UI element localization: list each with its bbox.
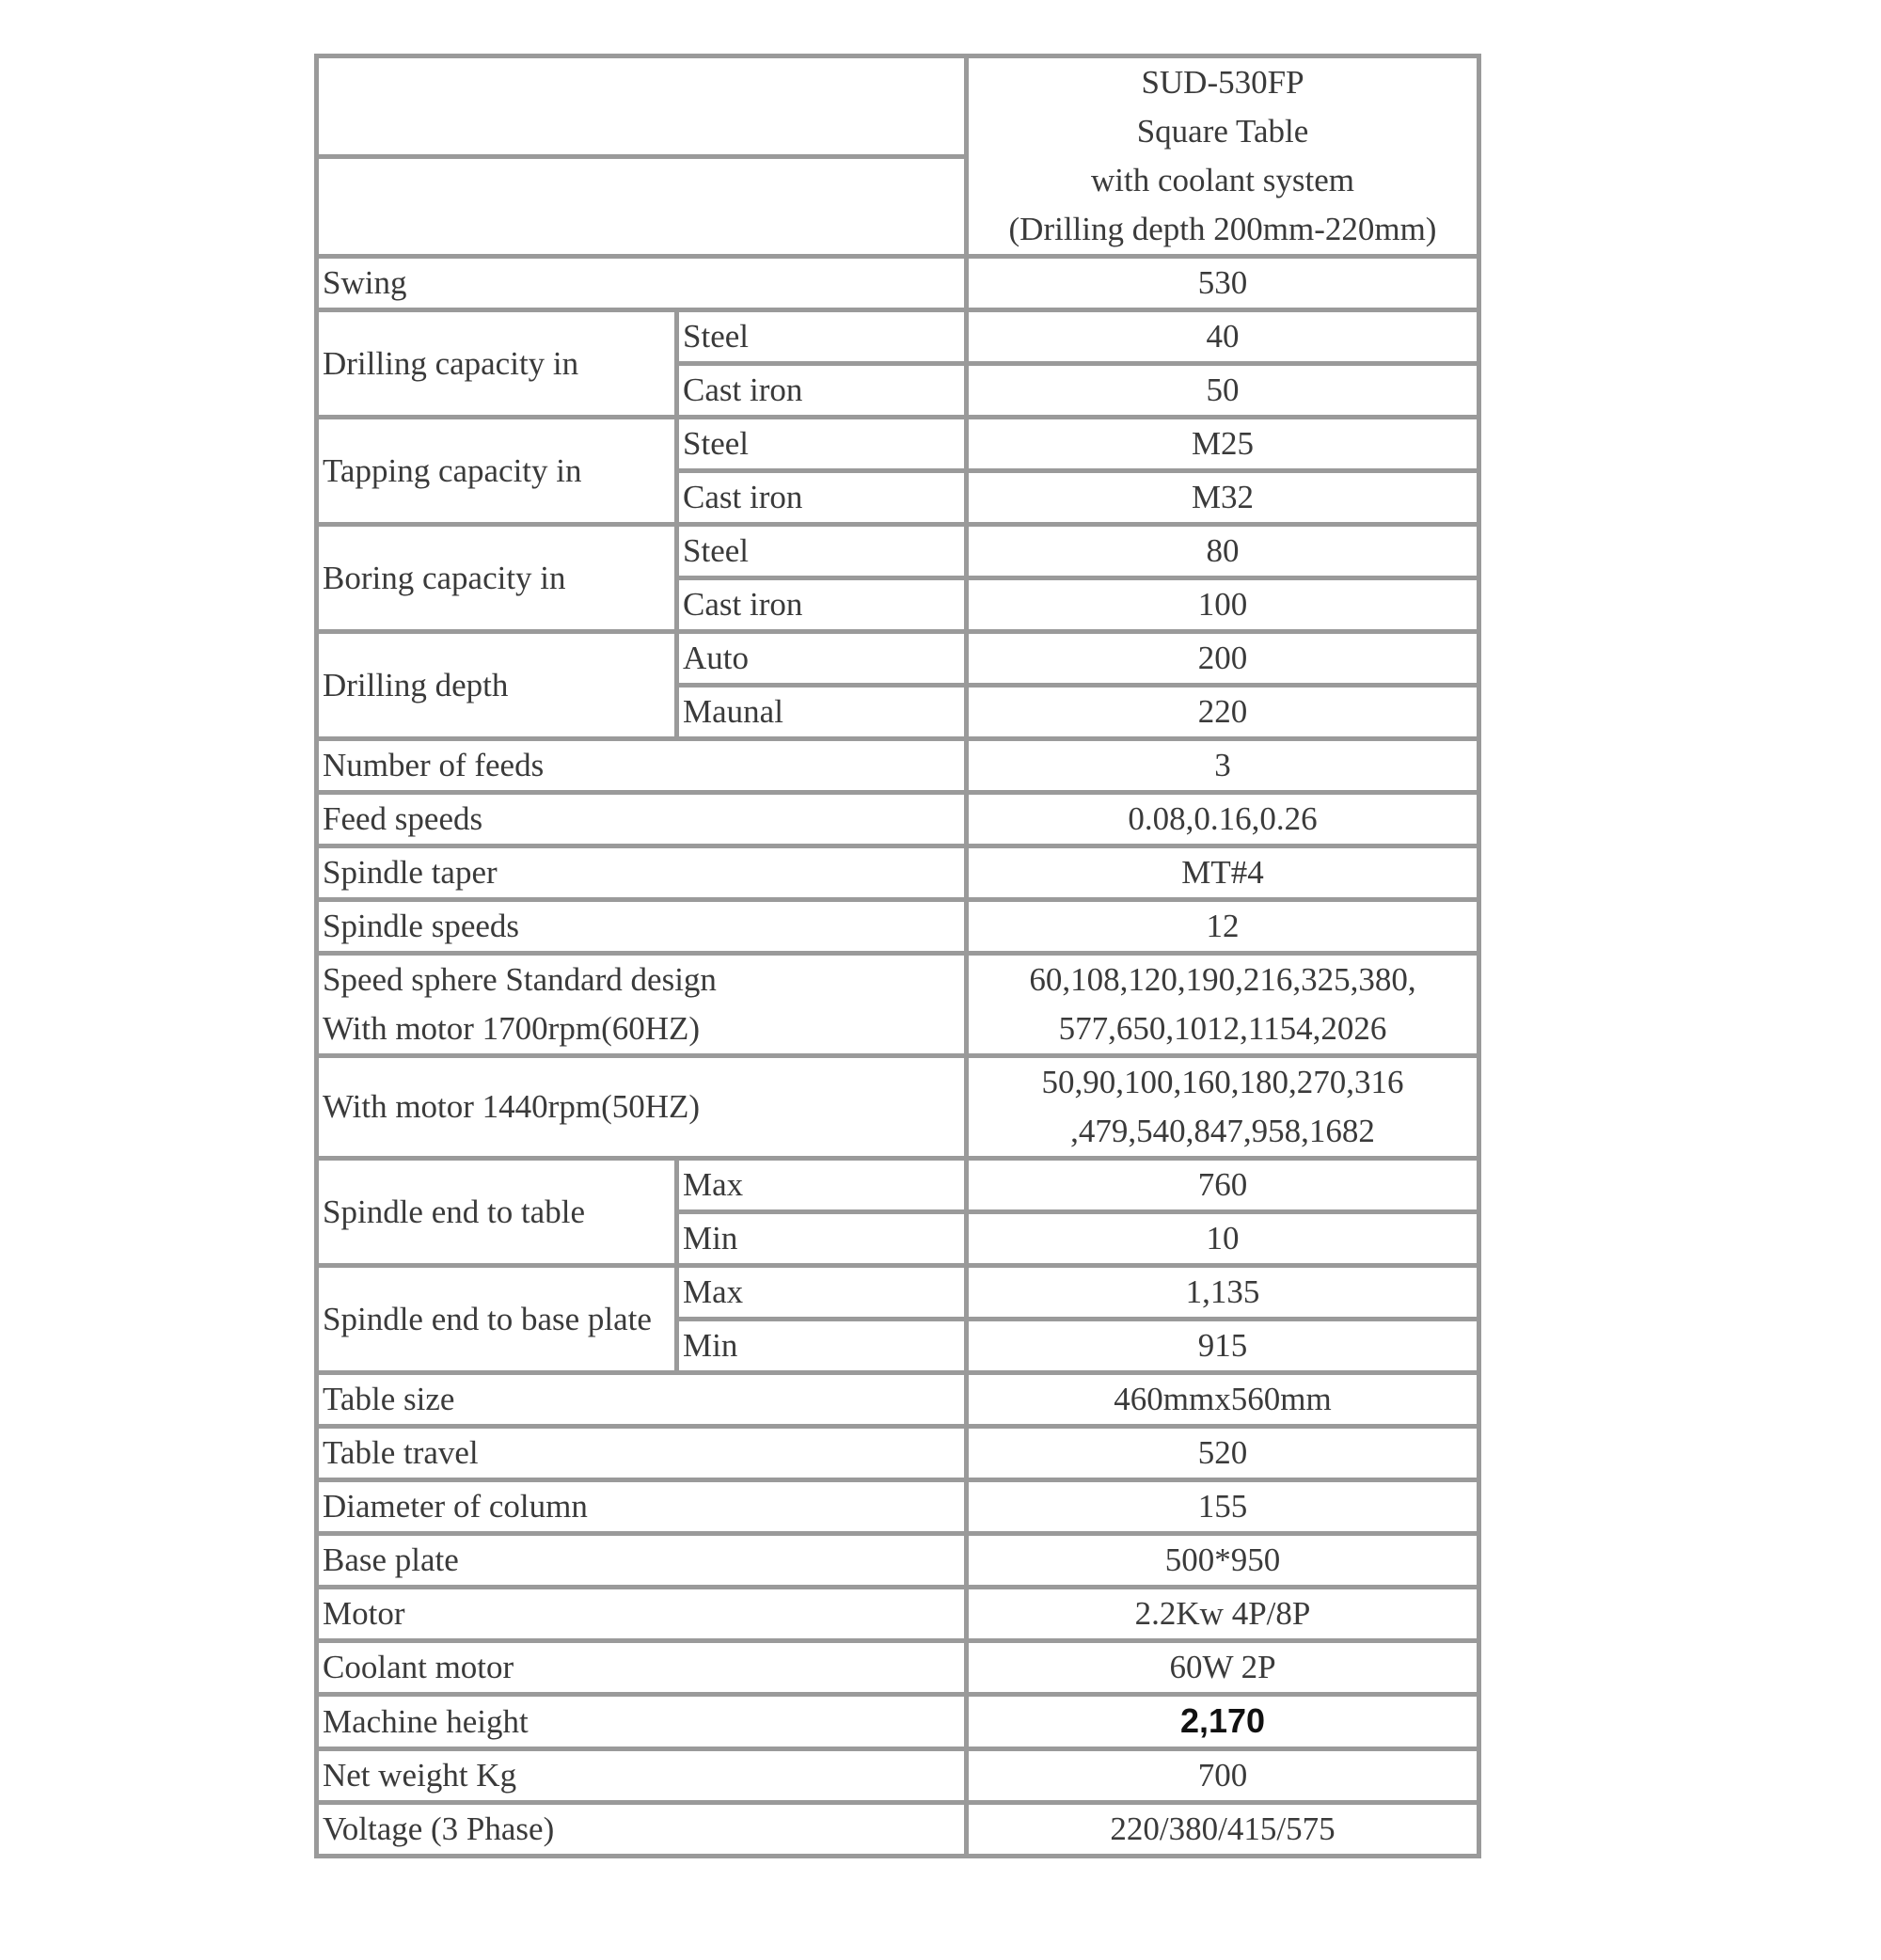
motor-label: Motor (317, 1588, 967, 1641)
net-weight-label: Net weight Kg (317, 1749, 967, 1803)
spindle-speeds-value: 12 (967, 900, 1479, 954)
motor-value: 2.2Kw 4P/8P (967, 1588, 1479, 1641)
boring-steel-label: Steel (677, 525, 967, 578)
speed-50hz-value-line2: ,479,540,847,958,1682 (1070, 1113, 1375, 1149)
speed-60hz-label-line1: Speed sphere Standard design (323, 961, 717, 998)
table-row (317, 954, 1479, 1056)
spindle-to-base-min-label: Min (677, 1320, 967, 1373)
drilling-steel-value: 40 (967, 310, 1479, 364)
spindle-to-table-max-label: Max (677, 1159, 967, 1212)
speed-60hz-value (967, 954, 1479, 1056)
table-row (317, 525, 1479, 578)
spindle-speeds-label: Spindle speeds (317, 900, 967, 954)
swing-value: 530 (967, 257, 1479, 310)
spindle-to-table-min-value: 10 (967, 1212, 1479, 1266)
number-of-feeds-value: 3 (967, 739, 1479, 793)
drilling-depth-manual-label: Maunal (677, 686, 967, 739)
spec-sheet (314, 54, 1477, 1858)
spindle-to-table-min-label: Min (677, 1212, 967, 1266)
number-of-feeds-label: Number of feeds (317, 739, 967, 793)
base-plate-label: Base plate (317, 1534, 967, 1588)
model-name: SUD-530FP (1141, 64, 1304, 101)
table-row (317, 1588, 1479, 1641)
machine-height-number: 2,170 (1179, 1701, 1266, 1740)
speed-50hz-value-line1: 50,90,100,160,180,270,316 (1041, 1064, 1404, 1100)
voltage-label: Voltage (3 Phase) (317, 1803, 967, 1857)
table-row (317, 1056, 1479, 1159)
tapping-cast-value: M32 (967, 471, 1479, 525)
boring-steel-value: 80 (967, 525, 1479, 578)
spindle-to-base-max-label: Max (677, 1266, 967, 1320)
tapping-cast-label: Cast iron (677, 471, 967, 525)
table-row (317, 1641, 1479, 1695)
header-row (317, 56, 1479, 157)
table-row (317, 418, 1479, 471)
tapping-steel-label: Steel (677, 418, 967, 471)
table-row (317, 1803, 1479, 1857)
header-blank-bottom (317, 156, 967, 257)
voltage-value: 220/380/415/575 (967, 1803, 1479, 1857)
spindle-taper-value: MT#4 (967, 846, 1479, 900)
table-size-label: Table size (317, 1373, 967, 1427)
drilling-depth-manual-value: 220 (967, 686, 1479, 739)
swing-label: Swing (317, 257, 967, 310)
table-row (317, 1749, 1479, 1803)
net-weight-value: 700 (967, 1749, 1479, 1803)
coolant-motor-value: 60W 2P (967, 1641, 1479, 1695)
table-row (317, 1373, 1479, 1427)
table-travel-label: Table travel (317, 1427, 967, 1480)
boring-cast-value: 100 (967, 578, 1479, 632)
spec-table (314, 54, 1481, 1858)
drilling-capacity-label: Drilling capacity in (317, 310, 677, 418)
table-row (317, 739, 1479, 793)
coolant-motor-label: Coolant motor (317, 1641, 967, 1695)
drilling-depth-auto-label: Auto (677, 632, 967, 686)
drilling-cast-value: 50 (967, 364, 1479, 418)
spindle-to-base-label: Spindle end to base plate (317, 1266, 677, 1373)
table-travel-value: 520 (967, 1427, 1479, 1480)
table-row (317, 900, 1479, 954)
feed-speeds-label: Feed speeds (317, 793, 967, 846)
table-row (317, 793, 1479, 846)
table-row (317, 1534, 1479, 1588)
table-row (317, 1266, 1479, 1320)
table-row (317, 1480, 1479, 1534)
model-table-type: Square Table (1136, 113, 1309, 150)
table-row (317, 1695, 1479, 1749)
drilling-steel-label: Steel (677, 310, 967, 364)
feed-speeds-value: 0.08,0.16,0.26 (967, 793, 1479, 846)
tapping-capacity-label: Tapping capacity in (317, 418, 677, 525)
tapping-steel-value: M25 (967, 418, 1479, 471)
speed-60hz-value-line1: 60,108,120,190,216,325,380, (1029, 961, 1416, 998)
spindle-to-base-max-value: 1,135 (967, 1266, 1479, 1320)
spindle-to-base-min-value: 915 (967, 1320, 1479, 1373)
diameter-of-column-label: Diameter of column (317, 1480, 967, 1534)
speed-50hz-label: With motor 1440rpm(50HZ) (317, 1056, 967, 1159)
speed-60hz-label-line2: With motor 1700rpm(60HZ) (323, 1010, 701, 1047)
model-header (967, 56, 1479, 257)
boring-capacity-label: Boring capacity in (317, 525, 677, 632)
speed-50hz-value (967, 1056, 1479, 1159)
model-drilling-depth: (Drilling depth 200mm-220mm) (1008, 211, 1437, 247)
diameter-of-column-value: 155 (967, 1480, 1479, 1534)
table-row (317, 310, 1479, 364)
table-row (317, 632, 1479, 686)
machine-height-value (967, 1695, 1479, 1749)
spindle-to-table-label: Spindle end to table (317, 1159, 677, 1266)
table-row (317, 1427, 1479, 1480)
table-size-value: 460mmx560mm (967, 1373, 1479, 1427)
drilling-depth-auto-value: 200 (967, 632, 1479, 686)
table-row (317, 1159, 1479, 1212)
drilling-cast-label: Cast iron (677, 364, 967, 418)
header-blank-top (317, 56, 967, 157)
machine-height-label: Machine height (317, 1695, 967, 1749)
table-row (317, 257, 1479, 310)
base-plate-value: 500*950 (967, 1534, 1479, 1588)
spindle-taper-label: Spindle taper (317, 846, 967, 900)
model-coolant: with coolant system (1091, 162, 1354, 198)
boring-cast-label: Cast iron (677, 578, 967, 632)
speed-60hz-value-line2: 577,650,1012,1154,2026 (1058, 1010, 1387, 1047)
spindle-to-table-max-value: 760 (967, 1159, 1479, 1212)
table-row (317, 846, 1479, 900)
drilling-depth-label: Drilling depth (317, 632, 677, 739)
speed-60hz-label (317, 954, 967, 1056)
